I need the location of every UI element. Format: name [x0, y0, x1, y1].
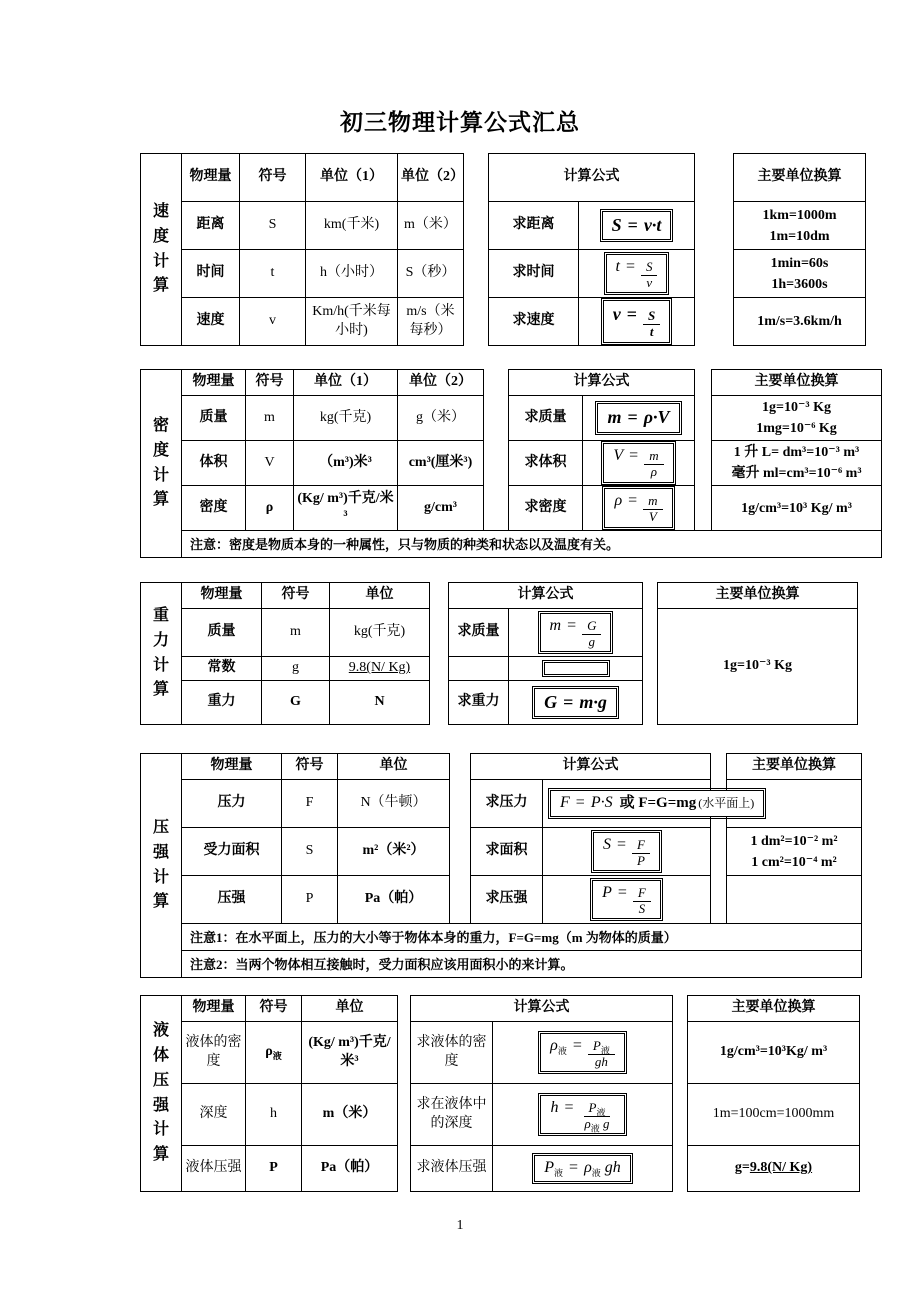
symbol-cell: P [246, 1146, 302, 1192]
solve-cell: 求时间 [489, 250, 579, 298]
conversion-cell [712, 486, 882, 531]
conversion-line: 1km=1000m [762, 207, 837, 223]
formula-lhs: m [549, 616, 562, 634]
solve-cell: 求压强 [471, 876, 543, 924]
symbol-subscript: 液 [272, 1051, 282, 1062]
formula-rhs-extra: gh [604, 1159, 621, 1177]
conversion-line: 1 dm²=10⁻² m² [750, 833, 838, 849]
density-formula-table [508, 369, 695, 531]
formula-header: 计算公式 [449, 583, 643, 609]
symbol-cell: F [282, 780, 338, 828]
equals-sign: = [625, 257, 635, 275]
conversion-line: 1g/cm³=10³ Kg/ m³ [741, 500, 852, 516]
conversion-cell [734, 202, 866, 250]
conversion-header: 主要单位换算 [734, 154, 866, 202]
unit-cell: m（米） [398, 202, 464, 250]
lhs-subscript: 液 [554, 1168, 564, 1179]
numerator-base: P [592, 1037, 601, 1053]
symbol-cell: S [240, 202, 306, 250]
conversion-line: 1 升 L= dm³=10⁻³ m³ [733, 445, 860, 460]
density-content [182, 369, 882, 558]
formula-lhs: h [550, 1098, 559, 1116]
fraction-numerator [584, 1101, 611, 1117]
fraction [641, 260, 658, 291]
unit-cell: (Kg/ m³)千克/米³ [302, 1022, 398, 1084]
symbol-cell: P [282, 876, 338, 924]
fraction-denominator: ρ [650, 464, 658, 479]
denominator-subscript: 液 [590, 1123, 600, 1134]
formula-header: 计算公式 [411, 996, 673, 1022]
unit-cell: Pa（帕） [338, 876, 450, 924]
equals-sign: = [627, 214, 638, 235]
symbol-cell: g [262, 657, 330, 681]
qty-cell: 受力面积 [182, 828, 282, 876]
formula-lhs: G [544, 691, 558, 712]
density-note: 注意：密度是物质本身的一种属性，只与物质的种类和状态以及温度有关。 [182, 530, 882, 558]
mass-formula-box [597, 403, 679, 432]
qty-cell: 时间 [182, 250, 240, 298]
solve-cell: 求速度 [489, 298, 579, 346]
solve-cell: 求液体的密度 [411, 1022, 493, 1084]
qty-cell: 压强 [182, 876, 282, 924]
lhs-subscript: 液 [557, 1045, 567, 1056]
symbol-cell: ρ [246, 486, 294, 531]
conversion-cell [727, 876, 862, 924]
numerator-subscript: 液 [596, 1107, 606, 1118]
underlined-value: 9.8(N/ Kg) [348, 660, 411, 676]
formula-lhs: P [602, 883, 612, 901]
section-label-text: 重力计算 [152, 606, 169, 699]
unit-cell: m/s（米每秒） [398, 298, 464, 346]
section-label-density [140, 369, 182, 558]
unit-cell: (Kg/ m³)千克/米³ [294, 486, 398, 531]
unit-cell: Km/h(千米每小时) [306, 298, 398, 346]
liquid-pressure-section [140, 995, 920, 1192]
formula-cell [493, 1146, 673, 1192]
conversion-cell [734, 250, 866, 298]
column-header: 物理量 [182, 583, 262, 609]
formula-cell [543, 828, 711, 876]
fraction-denominator: V [648, 509, 657, 524]
section-label-text: 密度计算 [152, 416, 169, 509]
qty-cell: 重力 [182, 681, 262, 725]
equals-sign: = [617, 835, 627, 853]
conversion-cell: 1g=10⁻³ Kg [658, 609, 858, 725]
section-label-pressure [140, 753, 182, 978]
equals-sign: = [628, 492, 638, 510]
unit-cell: g/cm³ [398, 486, 484, 531]
speed-main-table [182, 153, 464, 346]
formula-cell [579, 250, 695, 298]
column-header: 单位（1） [306, 154, 398, 202]
speed-blocks [182, 153, 866, 346]
density-blocks [182, 369, 882, 531]
empty-cell [449, 657, 509, 681]
conversion-line: 1m=10dm [769, 228, 830, 244]
unit-cell: N（牛顿） [338, 780, 450, 828]
pressure-formula-table [470, 753, 755, 924]
qty-cell: 质量 [182, 396, 246, 441]
pressure-note-1: 注意1：在水平面上，压力的大小等于物体本身的重力，F=G=mg（m 为物体的质量） [182, 923, 862, 951]
fraction-numerator: m [643, 494, 662, 510]
fraction [643, 309, 660, 340]
liquid-main-table [182, 995, 398, 1192]
qty-cell: 液体压强 [182, 1146, 246, 1192]
qty-cell: 质量 [182, 609, 262, 657]
column-header: 单位（1） [294, 370, 398, 396]
empty-formula-box [544, 662, 608, 675]
density-conversion-table [711, 369, 882, 531]
solve-cell: 求质量 [509, 396, 583, 441]
area-formula-box [593, 832, 660, 872]
solve-cell: 求距离 [489, 202, 579, 250]
liquid-pressure-formula-box [534, 1155, 631, 1182]
fraction-denominator: P [637, 852, 645, 868]
unit-cell: m（米） [302, 1084, 398, 1146]
page-title: 初三物理计算公式汇总 [340, 110, 580, 135]
speed-section [140, 153, 920, 346]
conversion-cell [688, 1146, 860, 1192]
formula-cell [509, 609, 643, 657]
unit-cell: km(千米) [306, 202, 398, 250]
time-formula-box [606, 254, 668, 294]
conversion-cell [727, 828, 862, 876]
numerator-base: P [588, 1099, 597, 1115]
section-label-speed [140, 153, 182, 346]
pressure-formula-box [592, 880, 661, 920]
force-formula-box [550, 790, 764, 817]
solve-cell: 求液体压强 [411, 1146, 493, 1192]
gravity-formula-table [448, 582, 643, 725]
equals-sign: = [569, 1159, 579, 1177]
conversion-header: 主要单位换算 [727, 754, 862, 780]
column-header: 符号 [282, 754, 338, 780]
conversion-line: 1g=10⁻³ Kg [762, 400, 831, 415]
speed-content [182, 153, 866, 346]
formula-lhs: m [607, 407, 622, 428]
formula-cell [543, 780, 755, 828]
conversion-line: 1h=3600s [771, 276, 828, 292]
unit-cell: Pa（帕） [302, 1146, 398, 1192]
fraction-numerator: G [582, 619, 601, 635]
density-main-table [182, 369, 484, 531]
qty-cell: 压力 [182, 780, 282, 828]
column-header: 单位（2） [398, 370, 484, 396]
formula-rhs: P·S [590, 794, 613, 812]
liquid-density-formula-box [540, 1033, 625, 1073]
column-header: 符号 [240, 154, 306, 202]
fraction-denominator: t [649, 324, 654, 339]
pressure-content [182, 753, 862, 978]
speed-formula-table [488, 153, 695, 346]
pressure-conversion-table [726, 753, 862, 924]
formula-cell [579, 202, 695, 250]
column-header: 物理量 [182, 754, 282, 780]
liquid-conversion-table [687, 995, 860, 1192]
fraction [582, 619, 601, 650]
solve-cell: 求在液体中的深度 [411, 1084, 493, 1146]
formula-lhs: ρ [614, 492, 623, 510]
formula-rhs: ρ [584, 1159, 592, 1177]
qty-cell: 密度 [182, 486, 246, 531]
gravity-main-table [182, 582, 430, 725]
speed-formula-box [603, 300, 671, 343]
unit-cell: （m³)米³ [294, 441, 398, 486]
condition-note: (水平面上) [698, 796, 755, 811]
speed-conversion-table [733, 153, 866, 346]
unit-cell: m²（米²） [338, 828, 450, 876]
fraction-numerator: S [641, 260, 658, 276]
conversion-cell [712, 441, 882, 486]
symbol-cell: m [262, 609, 330, 657]
density-formula-box [604, 488, 672, 528]
gravity-conversion-table [657, 582, 858, 725]
conversion-header: 主要单位换算 [712, 370, 882, 396]
equals-sign: = [567, 616, 577, 634]
section-label-liquid-pressure [140, 995, 182, 1192]
section-label-text: 压强计算 [152, 818, 169, 911]
unit-cell: S（秒） [398, 250, 464, 298]
symbol-base: ρ [265, 1044, 273, 1060]
denominator-extra: g [603, 1115, 610, 1131]
column-header: 单位 [338, 754, 450, 780]
fraction-denominator: v [646, 274, 653, 290]
symbol-cell: h [246, 1084, 302, 1146]
gravity-blocks [182, 582, 858, 725]
symbol-cell: G [262, 681, 330, 725]
formula-lhs: F [560, 794, 570, 812]
liquid-blocks [182, 995, 860, 1192]
fraction-denominator [580, 1117, 615, 1132]
formula-cell [493, 1022, 673, 1084]
rhs-subscript: 液 [591, 1168, 601, 1179]
formula-lhs: ρ [550, 1036, 558, 1054]
unit-cell: g（米） [398, 396, 484, 441]
conversion-line: 1mg=10⁻⁶ Kg [756, 421, 837, 436]
formula-cell [579, 298, 695, 346]
formula-lhs: v [612, 304, 621, 325]
conversion-line: 1 cm²=10⁻⁴ m² [751, 854, 837, 870]
formula-rhs: ρ·V [643, 407, 670, 428]
formula-rhs: v·t [643, 214, 662, 235]
solve-cell: 求质量 [449, 609, 509, 657]
equals-sign: = [617, 883, 627, 901]
density-section [140, 369, 920, 558]
unit-cell [330, 657, 430, 681]
formula-lhs: V [613, 447, 624, 465]
column-header: 单位（2） [398, 154, 464, 202]
unit-cell: cm³(厘米³) [398, 441, 484, 486]
liquid-content [182, 995, 860, 1192]
equals-sign: = [629, 447, 639, 465]
unit-cell: N [330, 681, 430, 725]
solve-cell: 求密度 [509, 486, 583, 531]
fraction-numerator [588, 1039, 615, 1055]
gravity-formula-box [534, 688, 617, 717]
equals-sign: = [563, 691, 574, 712]
formula-header: 计算公式 [471, 754, 711, 780]
qty-cell: 距离 [182, 202, 240, 250]
formula-header: 计算公式 [509, 370, 695, 396]
column-header: 物理量 [182, 370, 246, 396]
mass-from-gravity-formula-box [540, 613, 612, 653]
fraction-denominator: g [588, 633, 596, 649]
fraction-numerator: m [644, 449, 663, 465]
page-number: 1 [456, 1218, 464, 1233]
formula-header: 计算公式 [489, 154, 695, 202]
formula-cell [543, 876, 711, 924]
qty-cell: 深度 [182, 1084, 246, 1146]
conversion-cell: 1g/cm³=10³Kg/ m³ [688, 1022, 860, 1084]
fraction-numerator: S [643, 309, 660, 325]
pressure-section [140, 753, 920, 978]
solve-cell: 求面积 [471, 828, 543, 876]
equals-sign: = [575, 794, 585, 812]
formula-cell [583, 486, 695, 531]
qty-cell: 液体的密度 [182, 1022, 246, 1084]
depth-formula-box [540, 1095, 624, 1135]
fraction-numerator: F [633, 886, 651, 902]
alternate-formula: 或 F=G=mg [619, 795, 697, 812]
denominator-base: ρ [584, 1115, 591, 1131]
unit-cell: kg(千克) [330, 609, 430, 657]
formula-rhs: m·g [579, 691, 607, 712]
symbol-cell [246, 1022, 302, 1084]
equals-sign: = [564, 1098, 574, 1116]
fraction [580, 1101, 615, 1132]
symbol-cell: V [246, 441, 294, 486]
conversion-cell: 1m=100cm=1000mm [688, 1084, 860, 1146]
column-header: 物理量 [182, 996, 246, 1022]
conversion-line: 毫升 ml=cm³=10⁻⁶ m³ [731, 466, 862, 481]
conversion-cell [712, 396, 882, 441]
solve-cell: 求压力 [471, 780, 543, 828]
pressure-note-2: 注意2：当两个物体相互接触时，受力面积应该用面积小的来计算。 [182, 950, 862, 978]
volume-formula-box [603, 443, 673, 483]
qty-cell: 体积 [182, 441, 246, 486]
formula-cell [509, 681, 643, 725]
fraction [644, 449, 663, 480]
conversion-header: 主要单位换算 [688, 996, 860, 1022]
formula-lhs: S [611, 214, 622, 235]
symbol-cell: v [240, 298, 306, 346]
solve-cell: 求重力 [449, 681, 509, 725]
gravity-content [182, 582, 858, 725]
column-header: 单位 [330, 583, 430, 609]
distance-formula-box [602, 211, 672, 240]
liquid-formula-table [410, 995, 673, 1192]
equals-sign: = [626, 304, 638, 325]
equals-sign: = [572, 1036, 582, 1054]
column-header: 符号 [246, 370, 294, 396]
symbol-cell: t [240, 250, 306, 298]
equals-sign: = [627, 407, 638, 428]
fraction [633, 886, 651, 917]
formula-cell [509, 657, 643, 681]
fraction [643, 494, 662, 525]
conversion-prefix: g= [734, 1160, 750, 1176]
section-label-gravity [140, 582, 182, 725]
section-label-text: 液体压强计算 [152, 1022, 169, 1164]
symbol-cell: S [282, 828, 338, 876]
formula-lhs: S [603, 835, 611, 853]
pressure-blocks [182, 753, 862, 924]
fraction [588, 1039, 615, 1070]
conversion-header: 主要单位换算 [658, 583, 858, 609]
fraction [632, 838, 650, 869]
underlined-value: 9.8(N/ Kg) [749, 1160, 813, 1176]
formula-cell [583, 396, 695, 441]
pressure-main-table [182, 753, 450, 924]
conversion-line: 1min=60s [770, 255, 829, 271]
formula-cell [493, 1084, 673, 1146]
numerator-subscript: 液 [600, 1045, 610, 1056]
column-header: 单位 [302, 996, 398, 1022]
qty-cell: 速度 [182, 298, 240, 346]
gravity-section [140, 582, 920, 725]
conversion-cell [734, 298, 866, 346]
formula-cell [583, 441, 695, 486]
solve-cell: 求体积 [509, 441, 583, 486]
symbol-cell: m [246, 396, 294, 441]
column-header: 物理量 [182, 154, 240, 202]
fraction-denominator: gh [594, 1053, 608, 1069]
column-header: 符号 [246, 996, 302, 1022]
qty-cell: 常数 [182, 657, 262, 681]
unit-cell: kg(千克) [294, 396, 398, 441]
unit-cell: h（小时） [306, 250, 398, 298]
conversion-line: 1m/s=3.6km/h [757, 314, 842, 329]
fraction-denominator: S [638, 900, 646, 916]
fraction-numerator: F [632, 838, 650, 854]
formula-lhs: t [615, 257, 620, 275]
section-label-text: 速度计算 [152, 202, 169, 295]
column-header: 符号 [262, 583, 330, 609]
formula-lhs: P [544, 1159, 555, 1177]
